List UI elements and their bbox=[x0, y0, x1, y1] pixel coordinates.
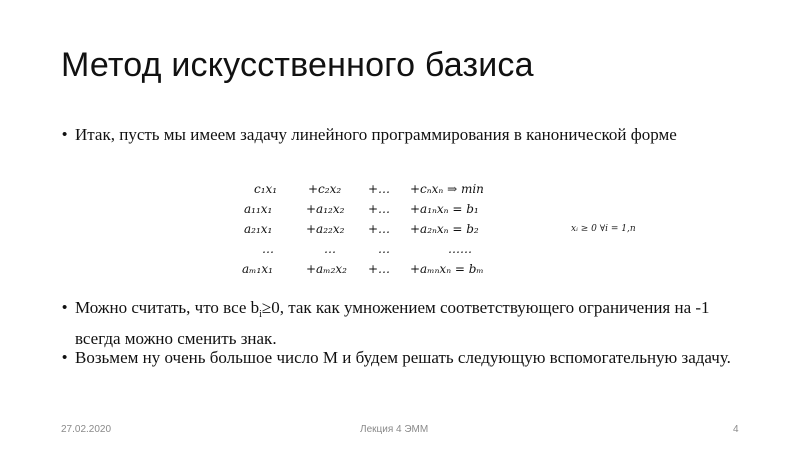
formula-cell: +aₘₙxₙ = bₘ bbox=[410, 262, 484, 276]
formula-row bbox=[240, 222, 530, 242]
formula-cell: … bbox=[378, 242, 390, 256]
formula-cell: +… bbox=[368, 202, 391, 216]
bullet-text-part: ≥0, так как умножением соответствующего ограничения на -1 всегда можно сменить знак. bbox=[75, 298, 710, 348]
formula-cell: +a₂ₙxₙ = b₂ bbox=[410, 222, 479, 236]
bullet-text: Итак, пусть мы имеем задачу линейного программирования в канонической форме bbox=[75, 125, 677, 144]
lp-formula bbox=[240, 182, 530, 282]
formula-cell: +a₁ₙxₙ = b₁ bbox=[410, 202, 479, 216]
bullet-dot-icon: • bbox=[62, 349, 68, 366]
bullet-dot-icon: • bbox=[62, 126, 68, 143]
formula-cell: a₂₁x₁ bbox=[244, 222, 273, 236]
formula-cell: +aₘ₂x₂ bbox=[306, 262, 347, 276]
formula-cell: +c₂x₂ bbox=[308, 182, 342, 196]
formula-cell: aₘ₁x₁ bbox=[242, 262, 273, 276]
formula-row bbox=[240, 262, 530, 282]
formula-row bbox=[240, 242, 530, 262]
bullet-text-part: Можно считать, что все b bbox=[75, 298, 260, 317]
formula-cell: c₁x₁ bbox=[254, 182, 278, 196]
formula-cell: +… bbox=[368, 262, 391, 276]
formula-row bbox=[240, 202, 530, 222]
formula-row bbox=[240, 182, 530, 202]
formula-cell: +a₂₂x₂ bbox=[306, 222, 345, 236]
formula-cell: …… bbox=[448, 242, 472, 256]
nonnegativity-constraint: xᵢ ≥ 0 ∀i = 1,n bbox=[571, 224, 636, 234]
formula-cell: +… bbox=[368, 222, 391, 236]
bullet-text: Возьмем ну очень большое число M и будем решать следующую вспомогательную задачу. bbox=[75, 348, 731, 367]
footer-date: 27.02.2020 bbox=[61, 424, 112, 435]
bullet-dot-icon: • bbox=[62, 299, 68, 316]
footer-title: Лекция 4 ЭММ bbox=[360, 424, 429, 435]
formula-cell: +cₙxₙ ⇒ min bbox=[410, 182, 484, 196]
formula-cell: a₁₁x₁ bbox=[244, 202, 273, 216]
formula-cell: … bbox=[324, 242, 336, 256]
subscript-i: i bbox=[259, 309, 262, 320]
formula-cell: … bbox=[262, 242, 274, 256]
slide-title: Метод искусственного базиса bbox=[61, 46, 534, 84]
formula-cell: +a₁₂x₂ bbox=[306, 202, 345, 216]
bullet-text bbox=[75, 296, 755, 351]
page-number: 4 bbox=[733, 424, 739, 435]
formula-cell: +… bbox=[368, 182, 391, 196]
